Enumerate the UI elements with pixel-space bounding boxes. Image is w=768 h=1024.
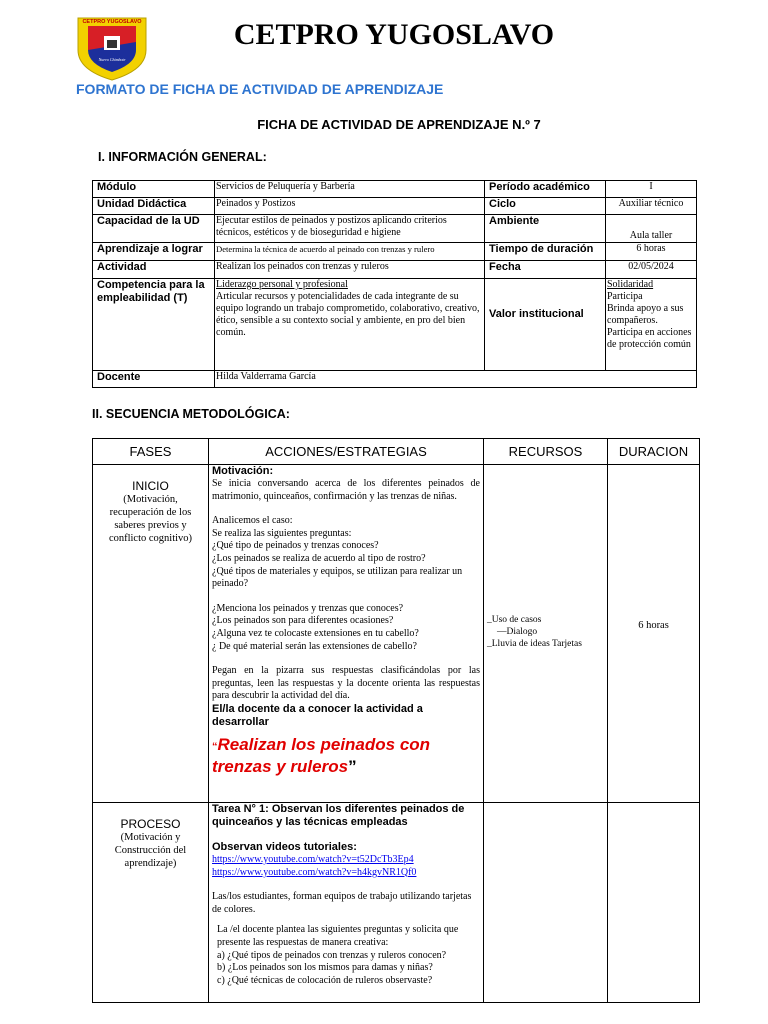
fecha-label: Fecha (485, 261, 606, 279)
videos-title: Observan videos tutoriales: (212, 841, 357, 853)
valor-cell (606, 279, 697, 371)
proceso-desc: (Motivación y Construcción del aprendizaje) (114, 832, 187, 869)
docente-da-text: El/la docente da a conocer la actividad a desarrollar (212, 702, 423, 728)
question: ¿Menciona los peinados y trenzas que conoces? (212, 602, 404, 614)
tarea-title: Tarea N° 1: Observan los diferentes peinados de quinceaños y las técnicas empleadas (212, 803, 465, 828)
actividad-value: Realizan los peinados con trenzas y ruleros (215, 261, 485, 279)
ficha-title: FICHA DE ACTIVIDAD DE APRENDIZAJE N.º 7 (257, 117, 541, 132)
docente-value: Hilda Valderrama García (215, 371, 697, 388)
tiempo-label: Tiempo de duración (485, 243, 606, 261)
competencia-title: Liderazgo personal y profesional (216, 279, 348, 290)
actividad-label: Actividad (93, 261, 215, 279)
valor-label: Valor institucional (485, 279, 606, 371)
competencia-cell (215, 279, 485, 371)
motivacion-text: Se inicia conversando acerca de los diferentes peinados de matrimonio, quinceaños, confirmación y las trenzas de niñas. (212, 478, 480, 502)
proceso-recursos-cell (484, 803, 608, 1003)
equipos-text: Las/los estudiantes, forman equipos de trabajo utilizando tarjetas de colores. (212, 891, 472, 915)
valor-title: Solidaridad (607, 279, 654, 290)
inicio-recursos-cell (484, 465, 608, 803)
question: ¿Qué tipos de materiales y equipos, se utilizan para realizar un peinado? (212, 565, 463, 590)
header-recursos: RECURSOS (484, 439, 608, 465)
inicio-phase-cell (93, 465, 209, 803)
unidad-label: Unidad Didáctica (93, 198, 215, 215)
svg-text:Nuevo Chimbote: Nuevo Chimbote (98, 57, 126, 62)
recurso-item: —Dialogo (497, 626, 538, 637)
aprendizaje-label: Aprendizaje a lograr (93, 243, 215, 261)
header-duracion: DURACION (608, 439, 700, 465)
fecha-value: 02/05/2024 (606, 261, 697, 279)
question: a) ¿Qué tipos de peinados con trenzas y ruleros conocen? (217, 949, 447, 961)
modulo-value: Servicios de Peluquería y Barbería (215, 181, 485, 198)
school-title: CETPRO YUGOSLAVO (233, 18, 555, 51)
inicio-actions-cell (209, 465, 484, 803)
unidad-value: Peinados y Postizos (215, 198, 485, 215)
general-info-table (92, 180, 697, 388)
header-fases: FASES (93, 439, 209, 465)
section-general-info-title: I. INFORMACIÓN GENERAL: (98, 150, 267, 164)
motivacion-title: Motivación: (212, 465, 274, 477)
ciclo-value: Auxiliar técnico (606, 198, 697, 215)
plantea-text: La /el docente plantea las siguientes preguntas y solicita que presente las respuestas de manera creativa: (217, 924, 459, 948)
activity-red-text: Realizan los peinados con trenzas y ruleros (212, 734, 431, 776)
caso-intro: Analicemos el caso: (212, 515, 293, 527)
header-acciones: ACCIONES/ESTRATEGIAS (209, 439, 484, 465)
tiempo-value: 6 horas (606, 243, 697, 261)
svg-text:CETPRO YUGOSLAVO: CETPRO YUGOSLAVO (82, 19, 142, 25)
periodo-label: Período académico (485, 181, 606, 198)
question: c) ¿Qué técnicas de colocación de ruleros observaste? (217, 974, 433, 986)
activity-highlight: “Realizan los peinados con trenzas y ruleros” (212, 734, 431, 776)
recurso-item: _Uso de casos (487, 614, 542, 625)
proceso-actions-cell (209, 803, 484, 1003)
recurso-item: _Lluvia de ideas Tarjetas (487, 638, 582, 649)
ambiente-value: Aula taller (606, 215, 697, 243)
capacidad-value: Ejecutar estilos de peinados y postizos aplicando criterios técnicos, estéticos y de bioseguridad e higiene (215, 215, 485, 243)
competencia-value: Articular recursos y potencialidades de cada integrante de su equipo logrando un trabajo comprometido, colaborativo, creativo, ético, sensible a su contexto social y ambiente, en pro del bien común. (216, 291, 480, 338)
inicio-name: INICIO (132, 479, 169, 493)
question: ¿Qué tipo de peinados y trenzas conoces? (212, 540, 379, 552)
modulo-label: Módulo (93, 181, 215, 198)
proceso-phase-cell (93, 803, 209, 1003)
valor-line: Brinda apoyo a sus compañeros. (607, 303, 684, 326)
caso-sub: Se realiza las siguientes preguntas: (212, 527, 352, 539)
question: ¿Los peinados son para diferentes ocasiones? (212, 615, 394, 627)
question: b) ¿Los peinados son los mismos para damas y niñas? (217, 962, 433, 974)
aprendizaje-value: Determina la técnica de acuerdo al peinado con trenzas y rulero (215, 243, 485, 261)
competencia-label: Competencia para la empleabilidad (T) (93, 279, 215, 371)
inicio-desc: (Motivación, recuperación de los saberes previos y conflicto cognitivo) (108, 494, 193, 544)
capacidad-label: Capacidad de la UD (93, 215, 215, 243)
question: ¿Alguna vez te colocaste extensiones en tu cabello? (212, 627, 419, 639)
valor-line: Participa (607, 291, 643, 302)
format-title: FORMATO DE FICHA DE ACTIVIDAD DE APRENDIZAJE (76, 81, 444, 97)
video-link[interactable]: https://www.youtube.com/watch?v=t52DcTb3Ep4 (212, 854, 414, 865)
video-link[interactable]: https://www.youtube.com/watch?v=h4kgvNR1Qf0 (212, 866, 417, 878)
inicio-duracion-cell (608, 465, 700, 803)
proceso-duracion-cell (608, 803, 700, 1003)
section-sequence-title: II. SECUENCIA METODOLÓGICA: (92, 407, 290, 421)
question: ¿Los peinados se realiza de acuerdo al tipo de rostro? (212, 552, 426, 564)
ciclo-label: Ciclo (485, 198, 606, 215)
ambiente-label: Ambiente (485, 215, 606, 243)
valor-line: Participa en acciones de protección común (607, 327, 692, 350)
proceso-name: PROCESO (120, 817, 181, 831)
docente-label: Docente (93, 371, 215, 388)
pegan-text: Pegan en la pizarra sus respuestas clasificándolas por las preguntas, leen las respuestas y la docente orienta las respuestas para descubrir la actividad del día. (212, 665, 480, 702)
question: ¿ De qué material serán las extensiones de cabello? (212, 640, 417, 652)
sequence-table (92, 438, 700, 1003)
duracion-value: 6 horas (638, 619, 669, 631)
periodo-value: I (606, 181, 697, 198)
